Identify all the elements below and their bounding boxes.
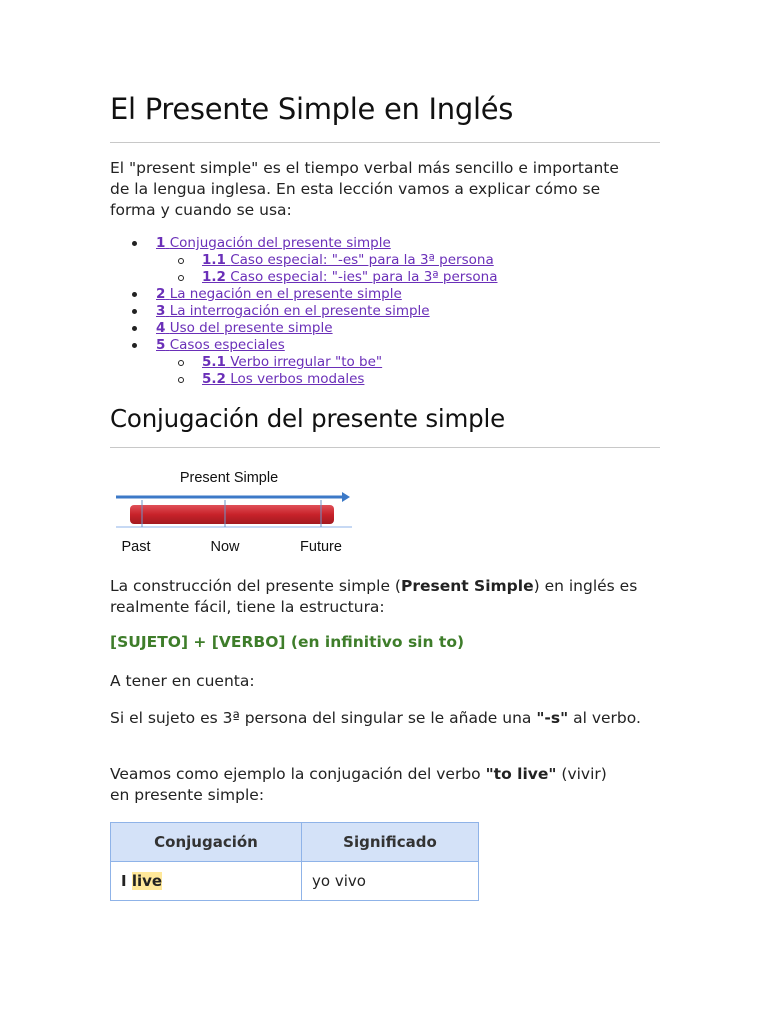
third-person-rule: Si el sujeto es 3ª persona del singular se le añade una "-s" al verbo. bbox=[110, 709, 641, 727]
example-intro: Veamos como ejemplo la conjugación del verbo "to live" (vivir) en presente simple: bbox=[110, 765, 607, 804]
conjugation-cell: I live bbox=[111, 862, 302, 901]
diagram-title: Present Simple bbox=[179, 470, 279, 486]
toc-item bbox=[132, 286, 497, 303]
toc-link-5-1[interactable]: 5.1 Verbo irregular "to be" bbox=[202, 354, 383, 370]
toc-link-5[interactable]: 5 Casos especiales bbox=[156, 337, 285, 353]
present-bar bbox=[130, 505, 334, 524]
toc-link-1-1[interactable]: 1.1 Caso especial: "-es" para la 3ª persona bbox=[202, 252, 494, 268]
header-significado: Significado bbox=[302, 823, 479, 862]
toc-item bbox=[132, 269, 497, 286]
table-row bbox=[111, 862, 479, 901]
note-heading: A tener en cuenta: bbox=[110, 672, 255, 690]
structure-formula: [SUJETO] + [VERBO] (en infinitivo sin to) bbox=[110, 633, 465, 651]
table-of-contents bbox=[132, 235, 497, 388]
timeline-diagram bbox=[116, 464, 366, 559]
title-divider bbox=[110, 142, 660, 143]
toc-item bbox=[132, 303, 497, 320]
header-conjugacion: Conjugación bbox=[111, 823, 302, 862]
label-now: Now bbox=[210, 539, 240, 555]
meaning-cell: yo vivo bbox=[302, 862, 479, 901]
toc-item bbox=[132, 320, 497, 337]
toc-link-5-2[interactable]: 5.2 Los verbos modales bbox=[202, 371, 365, 387]
section-heading: Conjugación del presente simple bbox=[110, 404, 505, 433]
label-future: Future bbox=[300, 539, 342, 555]
conjugation-table bbox=[110, 822, 479, 901]
toc-item bbox=[132, 337, 497, 354]
toc-item bbox=[132, 252, 497, 269]
toc-link-4[interactable]: 4 Uso del presente simple bbox=[156, 320, 333, 336]
toc-link-3[interactable]: 3 La interrogación en el presente simple bbox=[156, 303, 430, 319]
intro-paragraph: El "present simple" es el tiempo verbal más sencillo e importante de la lengua inglesa. En esta lección vamos a explicar cómo se forma y cuando se usa: bbox=[110, 159, 619, 219]
toc-item bbox=[132, 235, 497, 252]
highlighted-verb: live bbox=[131, 872, 163, 890]
toc-link-1-2[interactable]: 1.2 Caso especial: "-ies" para la 3ª persona bbox=[202, 269, 498, 285]
toc-item bbox=[132, 371, 497, 388]
timeline-arrow-head bbox=[342, 492, 350, 502]
toc-link-1[interactable]: 1 Conjugación del presente simple bbox=[156, 235, 391, 251]
page-title: El Presente Simple en Inglés bbox=[110, 92, 514, 126]
construction-paragraph: La construcción del presente simple (Present Simple) en inglés es realmente fácil, tiene la estructura: bbox=[110, 577, 638, 616]
toc-link-2[interactable]: 2 La negación en el presente simple bbox=[156, 286, 402, 302]
section-divider bbox=[110, 447, 660, 448]
toc-item bbox=[132, 354, 497, 371]
label-past: Past bbox=[121, 539, 151, 555]
